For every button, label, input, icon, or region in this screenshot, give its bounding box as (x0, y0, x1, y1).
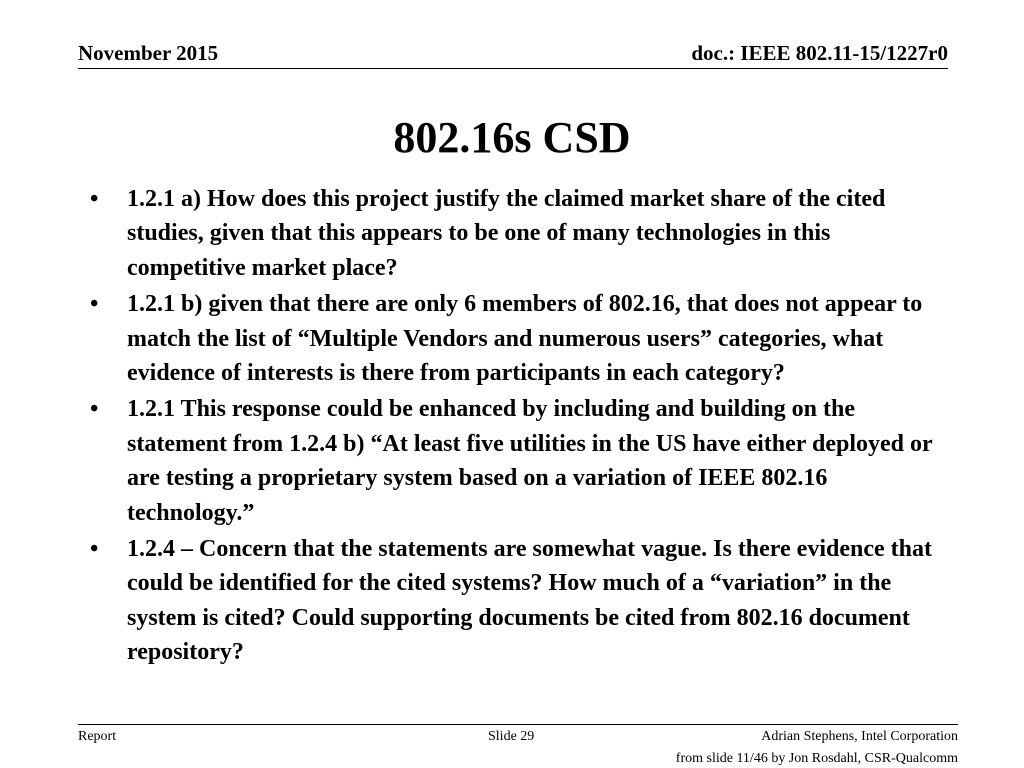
bullet-list (90, 182, 950, 672)
bullet-item (90, 392, 950, 530)
bullet-item (90, 287, 950, 390)
header-doc-id: doc.: IEEE 802.11-15/1227r0 (691, 41, 948, 65)
slide-title: 802.16s CSD (393, 113, 631, 162)
bullet-item (90, 182, 950, 285)
bullet-text: 1.2.4 – Concern that the statements are somewhat vague. Is there evidence that could be identified for the cited systems? How much of a “variation” in the system is cited? Could supporting documents be cited from 802.16 document repository? (127, 536, 932, 666)
bullet-text: 1.2.1 b) given that there are only 6 members of 802.16, that does not appear to match the list of “Multiple Vendors and numerous users” categories, what evidence of interests is there from participants in each category? (127, 291, 923, 387)
bullet-text: 1.2.1 This response could be enhanced by including and building on the statement from 1.2.4 b) “At least five utilities in the US have either deployed or are testing a proprietary system based on a variation of IEEE 802.16 technology.” (127, 396, 933, 526)
bullet-dot: • (90, 291, 99, 318)
footer-source-note: from slide 11/46 by Jon Rosdahl, CSR-Qualcomm (675, 751, 958, 766)
bullet-text: 1.2.1 a) How does this project justify the claimed market share of the cited studies, given that this appears to be one of many technologies in this competitive market place? (127, 186, 886, 281)
header-date: November 2015 (78, 41, 219, 65)
header-divider (78, 68, 948, 69)
bullet-dot: • (90, 396, 99, 423)
bullet-dot: • (90, 186, 99, 212)
bullet-item (90, 532, 950, 670)
footer-author: Adrian Stephens, Intel Corporation (761, 729, 958, 744)
footer-label: Report (78, 729, 117, 744)
bullet-dot: • (90, 536, 99, 563)
slide-number: Slide 29 (488, 729, 535, 744)
footer-divider (78, 724, 958, 725)
